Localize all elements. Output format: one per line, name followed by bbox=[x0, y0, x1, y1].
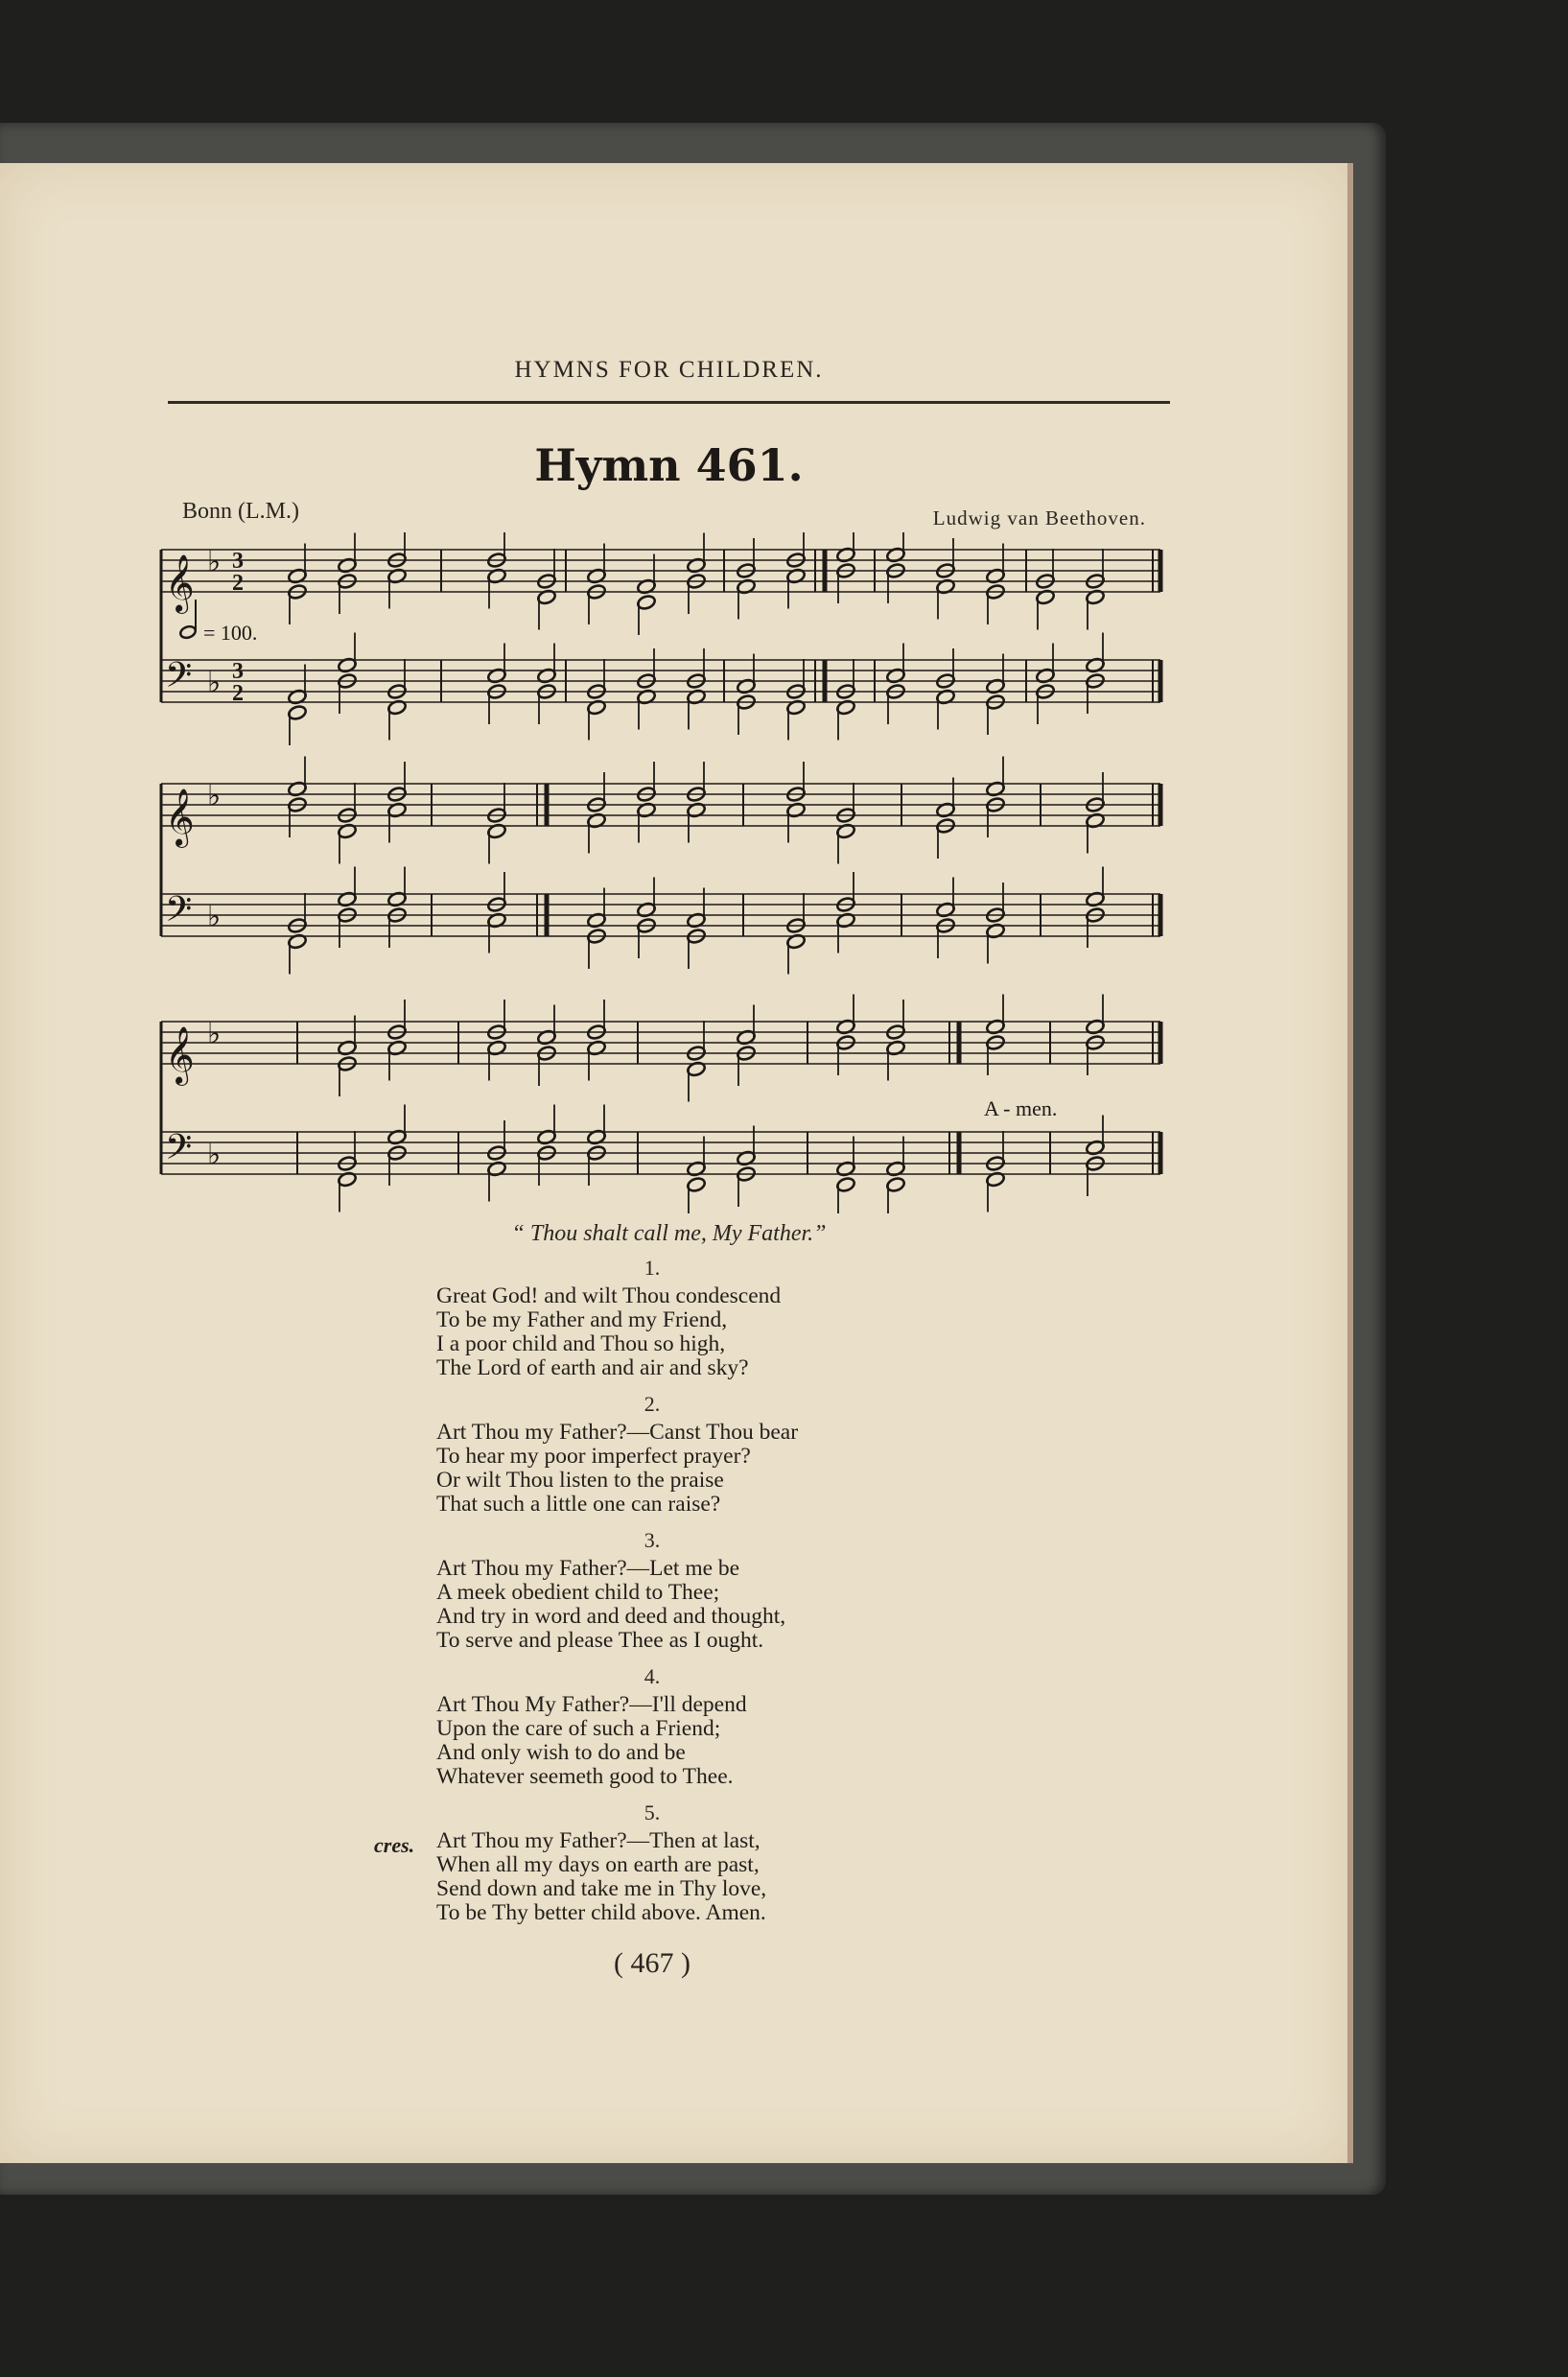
verse-1 bbox=[436, 1252, 1108, 1380]
verse-line: When all my days on earth are past, bbox=[436, 1852, 760, 1877]
verse-line: Art Thou my Father?—Let me be bbox=[436, 1556, 740, 1581]
verse-line: To hear my poor imperfect prayer? bbox=[436, 1444, 751, 1469]
verse-line: Art Thou my Father?—Canst Thou bear bbox=[436, 1420, 799, 1445]
music-score bbox=[153, 532, 1180, 1213]
running-head: HYMNS FOR CHILDREN. bbox=[514, 357, 824, 383]
time-signature: 2 bbox=[232, 571, 244, 596]
verse-line: And only wish to do and be bbox=[436, 1740, 686, 1765]
head-rule bbox=[168, 401, 1170, 404]
verse-line: Or wilt Thou listen to the praise bbox=[436, 1468, 724, 1493]
verses bbox=[374, 1252, 1108, 1933]
dynamic-marking: cres. bbox=[374, 1833, 415, 1857]
verse-line: To be Thy better child above. Amen. bbox=[436, 1900, 766, 1925]
time-signature: 2 bbox=[232, 681, 244, 706]
flat-sign: ♭ bbox=[207, 1138, 222, 1172]
verse-line: Send down and take me in Thy love, bbox=[436, 1876, 767, 1901]
verse-2 bbox=[436, 1388, 1108, 1517]
verse-line: Whatever seemeth good to Thee. bbox=[436, 1764, 734, 1789]
verse-line: A meek obedient child to Thee; bbox=[436, 1580, 720, 1605]
verse-line: The Lord of earth and air and sky? bbox=[436, 1355, 749, 1380]
page-number: ( 467 ) bbox=[614, 1947, 690, 1979]
verse-number: 2. bbox=[644, 1392, 661, 1416]
hymn-title: Hymn 461. bbox=[534, 439, 804, 491]
treble-clef: 𝄞 bbox=[165, 554, 195, 612]
treble-clef: 𝄞 bbox=[165, 788, 195, 846]
tune-name: Bonn (L.M.) bbox=[182, 499, 299, 524]
composer: Ludwig van Beethoven. bbox=[932, 506, 1146, 530]
flat-sign: ♭ bbox=[207, 545, 222, 579]
verse-number: 4. bbox=[644, 1664, 661, 1688]
flat-sign: ♭ bbox=[207, 779, 222, 813]
verse-number: 3. bbox=[644, 1528, 661, 1552]
flat-sign: ♭ bbox=[207, 900, 222, 934]
verse-line: To serve and please Thee as I ought. bbox=[436, 1628, 764, 1653]
amen-lyric: A - men. bbox=[984, 1096, 1058, 1120]
verse-line: Art Thou My Father?—I'll depend bbox=[436, 1692, 747, 1717]
epigraph: “ Thou shalt call me, My Father.” bbox=[511, 1221, 827, 1246]
verse-5 bbox=[374, 1797, 1108, 1925]
verse-4 bbox=[436, 1660, 1108, 1789]
verse-line: Art Thou my Father?—Then at last, bbox=[436, 1828, 761, 1853]
time-signature: 3 bbox=[232, 549, 244, 574]
verse-3 bbox=[436, 1524, 1108, 1653]
tempo-text: = 100. bbox=[203, 621, 258, 645]
time-signature: 3 bbox=[232, 659, 244, 684]
flat-sign: ♭ bbox=[207, 1017, 222, 1051]
treble-clef: 𝄞 bbox=[165, 1026, 195, 1084]
verse-line: And try in word and deed and thought, bbox=[436, 1604, 786, 1629]
bass-clef: 𝄢 bbox=[165, 1127, 193, 1176]
verse-line: Upon the care of such a Friend; bbox=[436, 1716, 721, 1741]
verse-number: 1. bbox=[644, 1256, 661, 1280]
verse-line: I a poor child and Thou so high, bbox=[436, 1331, 726, 1356]
verse-line: To be my Father and my Friend, bbox=[436, 1307, 728, 1332]
bass-clef: 𝄢 bbox=[165, 655, 193, 704]
verse-line: Great God! and wilt Thou condescend bbox=[436, 1283, 782, 1308]
verse-line: That such a little one can raise? bbox=[436, 1492, 721, 1517]
flat-sign: ♭ bbox=[207, 666, 222, 700]
verse-number: 5. bbox=[644, 1800, 661, 1824]
bass-clef: 𝄢 bbox=[165, 889, 193, 938]
